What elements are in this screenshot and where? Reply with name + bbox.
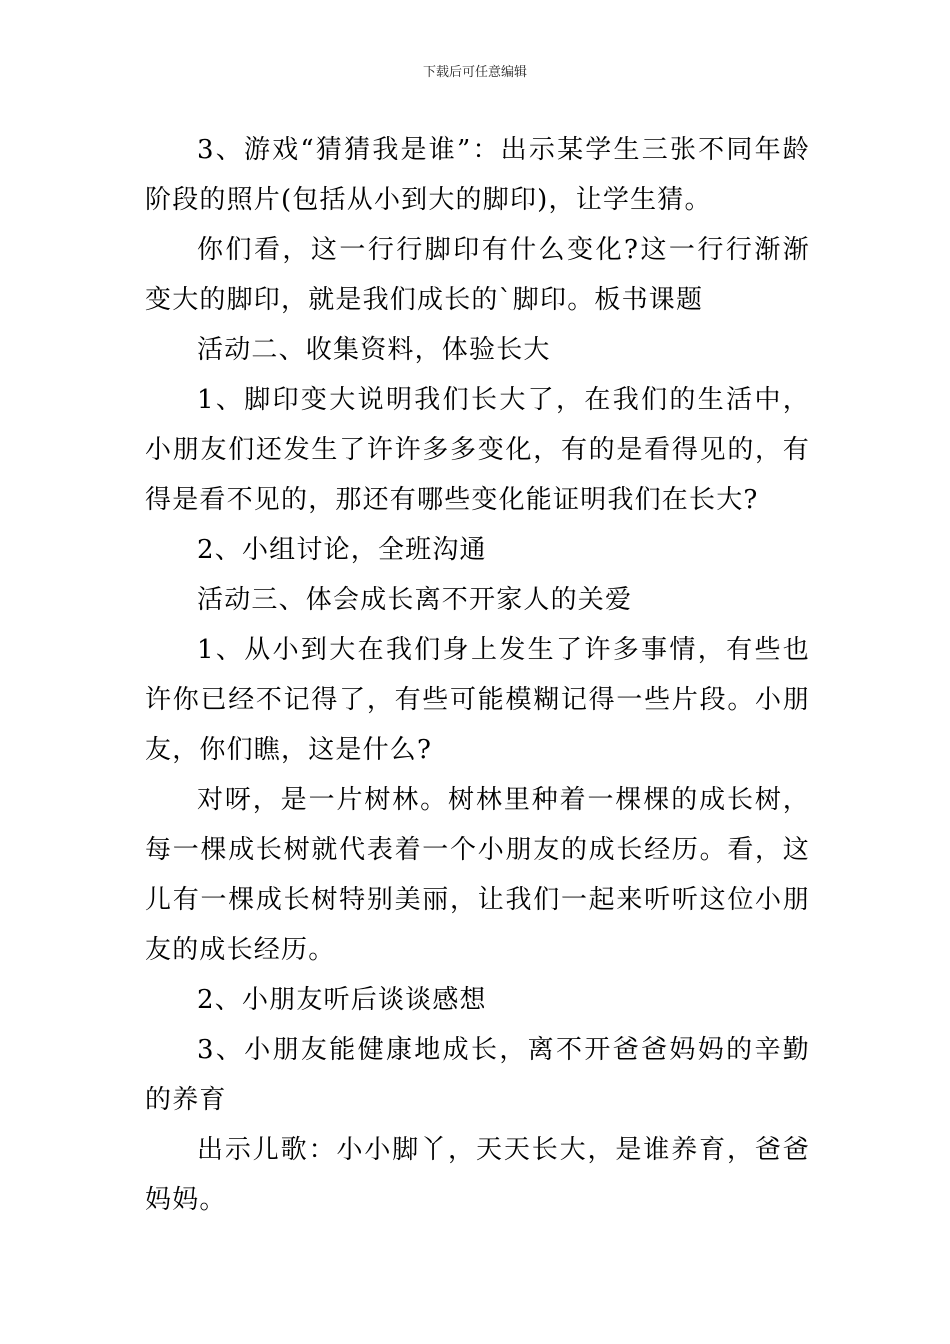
paragraph-growth-forest: 对呀，是一片树林。树林里种着一棵棵的成长树，每一棵成长树就代表着一个小朋友的成长经历。看，这儿有一棵成长树特别美丽，让我们一起来听听这位小朋友的成长经历。 <box>145 785 810 965</box>
paragraph-share-feelings: 2、小朋友听后谈谈感想 <box>197 985 487 1015</box>
paragraph-memories: 1、从小到大在我们身上发生了许多事情，有些也许你已经不记得了，有些可能模糊记得一些片段。小朋友，你们瞧，这是什么? <box>145 635 810 765</box>
paragraph-parents-care: 3、小朋友能健康地成长，离不开爸爸妈妈的辛勤的养育 <box>145 1035 810 1115</box>
paragraph-footprints: 你们看，这一行行脚印有什么变化?这一行行渐渐变大的脚印，就是我们成长的`脚印。板书课题 <box>145 235 810 315</box>
paragraph-game-guess: 3、游戏“猜猜我是谁”：出示某学生三张不同年龄阶段的照片(包括从小到大的脚印)，让学生猜。 <box>145 135 810 215</box>
paragraph-nursery-rhyme: 出示儿歌：小小脚丫，天天长大，是谁养育，爸爸妈妈。 <box>145 1135 810 1215</box>
paragraph-group-discussion: 2、小组讨论，全班沟通 <box>197 535 487 565</box>
paragraph-activity-three-heading: 活动三、体会成长离不开家人的关爱 <box>197 585 633 615</box>
paragraph-growing-changes: 1、脚印变大说明我们长大了，在我们的生活中，小朋友们还发生了许许多多变化，有的是看得见的，有得是看不见的，那还有哪些变化能证明我们在长大? <box>145 385 810 515</box>
page-header: 下载后可任意编辑 <box>422 65 527 80</box>
document-body <box>145 125 810 1225</box>
paragraph-activity-two-heading: 活动二、收集资料，体验长大 <box>197 335 551 365</box>
